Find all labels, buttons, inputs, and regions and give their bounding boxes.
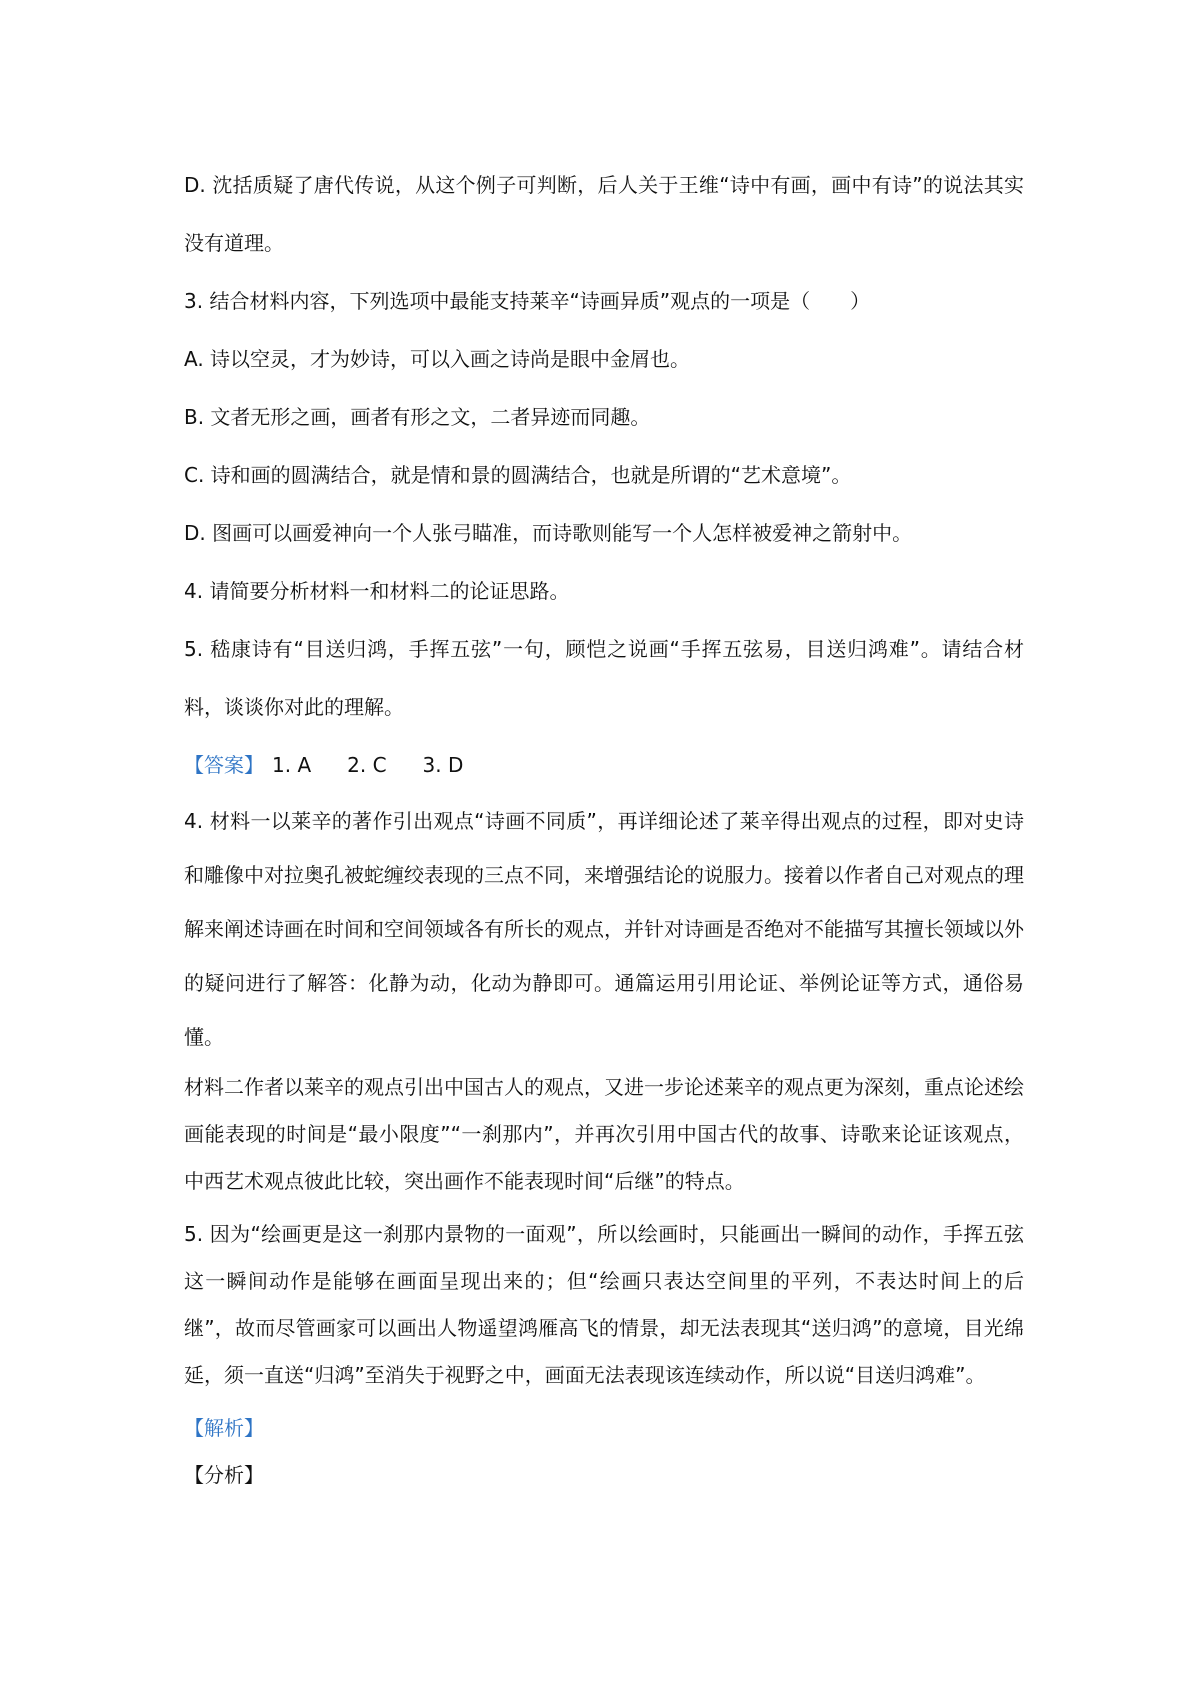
question3-option-c: C. 诗和画的圆满结合，就是情和景的圆满结合，也就是所谓的“艺术意境”。 bbox=[184, 463, 852, 487]
question3-stem: 3. 结合材料内容，下列选项中最能支持莱辛“诗画异质”观点的一项是（ ） bbox=[184, 289, 871, 313]
answer-item-1: 1. A bbox=[272, 753, 312, 777]
question3-option-b: B. 文者无形之画，画者有形之文，二者异迹而同趣。 bbox=[184, 405, 651, 429]
question3-option-a: A. 诗以空灵，才为妙诗，可以入画之诗尚是眼中金屑也。 bbox=[184, 347, 691, 371]
question5-stem: 5. 嵇康诗有“目送归鸿，手挥五弦”一句，顾恺之说画“手挥五弦易，目送归鸿难”。请结合材料，谈谈你对此的理解。 bbox=[184, 637, 1024, 719]
question2-option-d: D. 沈括质疑了唐代传说，从这个例子可判断，后人关于王维“诗中有画，画中有诗”的说法其实没有道理。 bbox=[184, 173, 1024, 255]
fenxi-tag: 【分析】 bbox=[184, 1463, 264, 1487]
answer-tag: 【答案】 bbox=[184, 753, 264, 777]
answer4-part1: 4. 材料一以莱辛的著作引出观点“诗画不同质”，再详细论述了莱辛得出观点的过程，即对史诗和雕像中对拉奥孔被蛇缠绞表现的三点不同，来增强结论的说服力。接着以作者自己对观点的理解来阐述诗画在时间和空间领域各有所长的观点，并针对诗画是否绝对不能描写其擅长领域以外的疑问进行了解答：化静为动，化动为静即可。通篇运用引用论证、举例论证等方式，通俗易懂。 bbox=[184, 809, 1024, 1049]
question4-stem: 4. 请简要分析材料一和材料二的论证思路。 bbox=[184, 579, 570, 603]
document-content bbox=[184, 156, 1024, 1499]
answer-item-2: 2. C bbox=[347, 753, 387, 777]
analysis-tag: 【解析】 bbox=[184, 1416, 264, 1440]
answer4-part2: 材料二作者以莱辛的观点引出中国古人的观点，又进一步论述莱辛的观点更为深刻，重点论述绘画能表现的时间是“最小限度”“一刹那内”，并再次引用中国古代的故事、诗歌来论证该观点，中西艺术观点彼此比较，突出画作不能表现时间“后继”的特点。 bbox=[184, 1075, 1024, 1193]
question3-option-d: D. 图画可以画爱神向一个人张弓瞄准，而诗歌则能写一个人怎样被爱神之箭射中。 bbox=[184, 521, 913, 545]
answer-line bbox=[184, 736, 1024, 794]
answer5-text: 5. 因为“绘画更是这一刹那内景物的一面观”，所以绘画时，只能画出一瞬间的动作，手挥五弦这一瞬间动作是能够在画面呈现出来的；但“绘画只表达空间里的平列，不表达时间上的后继”，故而尽管画家可以画出人物遥望鸿雁高飞的情景，却无法表现其“送归鸿”的意境，目光绵延，须一直送“归鸿”至消失于视野之中，画面无法表现该连续动作，所以说“目送归鸿难”。 bbox=[184, 1222, 1024, 1387]
answer-item-3: 3. D bbox=[422, 753, 464, 777]
